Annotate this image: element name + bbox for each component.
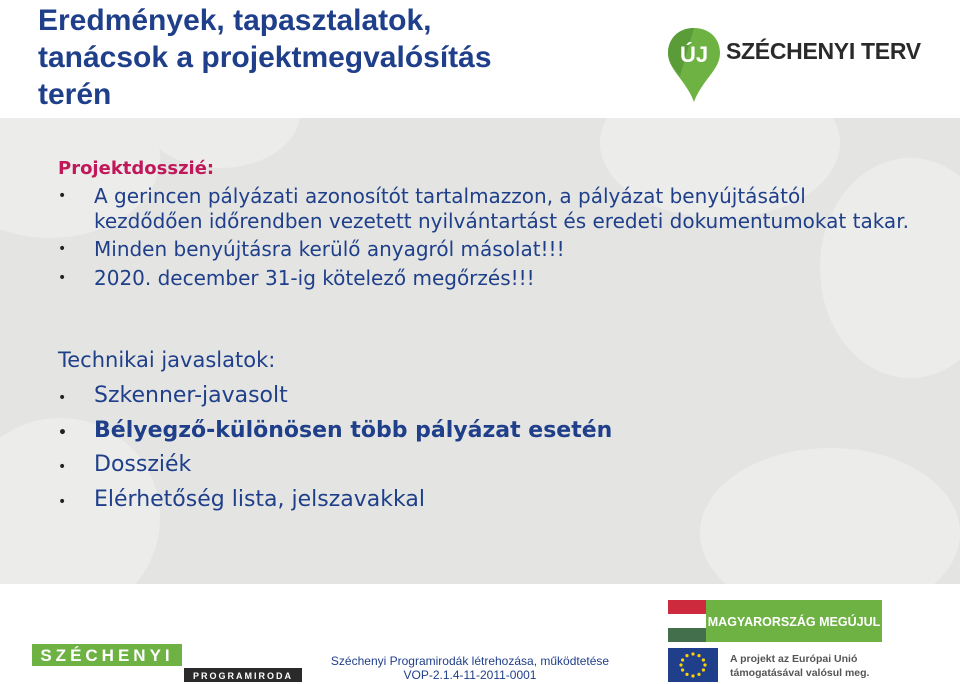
szechenyi-programiroda-logo (32, 644, 302, 684)
list-item: • Dossziék (58, 451, 918, 479)
location-pin-icon (664, 24, 724, 106)
magyarorszag-megujul-logo (668, 600, 882, 642)
list-item: • Elérhetőség lista, jelszavakkal (58, 486, 918, 514)
list-item: • Bélyegző-különösen több pályázat esetén (58, 417, 918, 445)
logo-text: A projekt az Európai Unió (730, 653, 858, 665)
logo-text: SZÉCHENYI (40, 646, 174, 665)
logo-text: támogatásával valósul meg. (730, 667, 870, 679)
technikai-list (58, 382, 918, 520)
slide-header (0, 0, 960, 118)
list-item: • Szkenner-javasolt (58, 382, 918, 410)
title-line: tanácsok a projektmegvalósítás (38, 41, 492, 74)
logo-text: MAGYARORSZÁG MEGÚJUL (707, 615, 881, 629)
footer-line: VOP-2.1.4-11-2011-0001 (403, 668, 537, 682)
projektdosszie-heading: Projektdosszié: (58, 158, 215, 179)
list-item: • 2020. december 31-ig kötelező megőrzés!!! (58, 266, 918, 291)
footer-project-text (300, 654, 640, 682)
logo-mark: ÚJ (679, 42, 709, 67)
list-item: • A gerincen pályázati azonosítót tartalmazzon, a pályázat benyújtásától kezdődően időrendben vezetett nyilvántartást és eredeti dokumentumokat takar. (58, 184, 918, 233)
title-line: terén (38, 78, 112, 111)
slide-title (38, 2, 492, 113)
list-item: • Minden benyújtásra kerülő anyagról másolat!!! (58, 237, 918, 262)
logo-text: SZÉCHENYI TERV (726, 38, 921, 64)
footer-line: Széchenyi Programirodák létrehozása, működtetése (330, 654, 610, 668)
technikai-heading: Technikai javaslatok: (58, 348, 276, 372)
szechenyi-terv-logo (664, 24, 934, 106)
title-line: Eredmények, tapasztalatok, (38, 4, 432, 37)
logo-text: PROGRAMIRODA (193, 671, 293, 681)
eu-support-logo (668, 648, 882, 684)
projektdosszie-list (58, 184, 918, 294)
